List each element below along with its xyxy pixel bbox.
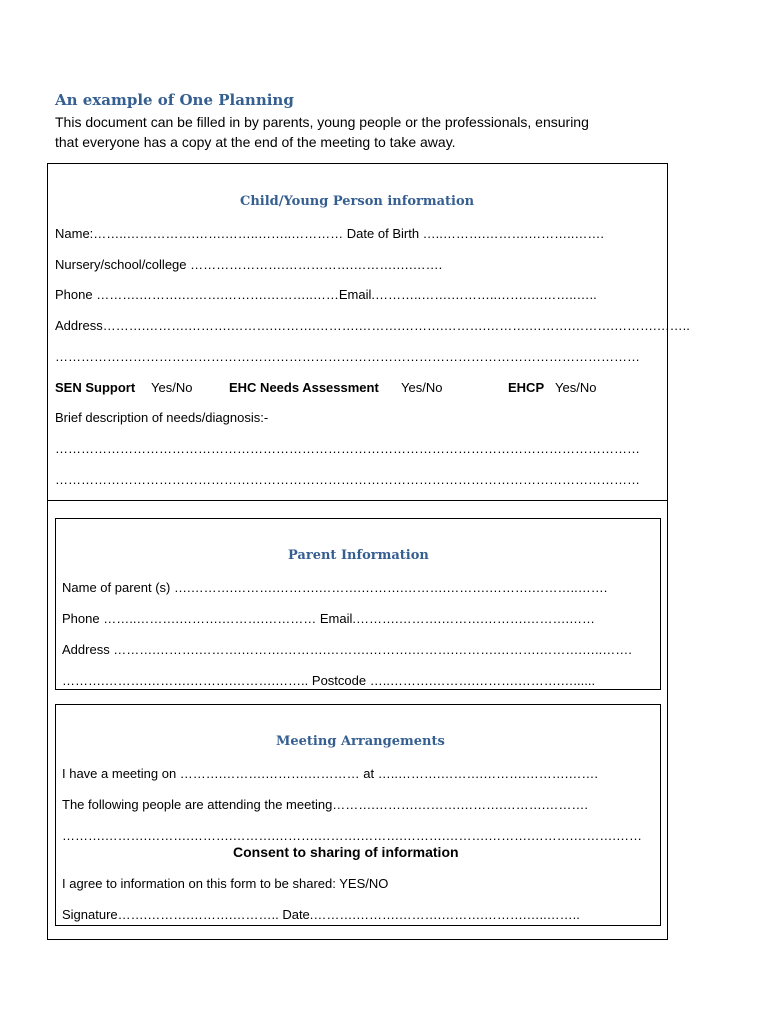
outer-border-left (47, 163, 48, 940)
ehc-assessment-label: EHC Needs Assessment (229, 380, 379, 395)
outer-border-top (47, 163, 667, 164)
needs-field-1[interactable]: ……………………………………………………………………………………………………………………… (55, 441, 640, 456)
child-school-field[interactable]: Nursery/school/college ………………….…………….……….….……. (55, 257, 443, 272)
sen-support-value[interactable]: Yes/No (151, 380, 193, 395)
consent-agree-field[interactable]: I agree to information on this form to be shared: YES/NO (62, 876, 389, 891)
meeting-attendees-field-2[interactable]: ……….……….……….……….……….……….……….……….……….……….……….……….……….…… (62, 828, 642, 843)
parent-phone-email-field[interactable]: Phone ……..……….……….……….………… Email.……….……….……….……….……….…… (62, 611, 596, 626)
ehcp-value[interactable]: Yes/No (555, 380, 597, 395)
child-address-field[interactable]: Address……….……….……….……….……….……….……….……….……….……….……….……….……….…….. (55, 318, 690, 333)
ehcp-label: EHCP (508, 380, 545, 395)
parent-postcode-field[interactable]: ……….……….……….……….……….…….. Postcode …..……….……….……….……….…...... (62, 673, 596, 688)
sen-support-label: SEN Support (55, 380, 136, 395)
intro-line-2: that everyone has a copy at the end of the meeting to take away. (55, 134, 456, 150)
consent-heading: Consent to sharing of information (233, 844, 459, 860)
document-title: An example of One Planning (55, 91, 294, 109)
signature-date-field[interactable]: Signature…….……….……….……….. Date.……….……….……….……….……….…..…….. (62, 907, 580, 922)
needs-field-2[interactable]: ……………………………………………………………………………………………………………………… (55, 472, 640, 487)
outer-border-bottom (47, 939, 667, 940)
meeting-date-field[interactable]: I have a meeting on ……….……….……….………… at …..……….……….……….……….……. (62, 766, 598, 781)
child-name-field[interactable]: Name:……..…………….…….……..……..………… Date of Birth …..……….……….………..……. (55, 226, 604, 241)
child-section-heading: Child/Young Person information (240, 194, 475, 209)
meeting-section-heading: Meeting Arrangements (276, 734, 445, 749)
needs-label: Brief description of needs/diagnosis:- (55, 410, 269, 425)
parent-name-field[interactable]: Name of parent (s) ….……….……….……….……….……….……….……….……….………..……. (62, 580, 608, 595)
intro-line-1: This document can be filled in by parents, young people or the professionals, ensuring (55, 114, 589, 130)
parent-section-box (55, 518, 661, 690)
outer-border-right (667, 163, 668, 940)
meeting-attendees-field[interactable]: The following people are attending the meeting……….……….……….……….……….………. (62, 797, 588, 812)
child-section-bottom (47, 500, 667, 501)
ehc-assessment-value[interactable]: Yes/No (401, 380, 443, 395)
child-phone-email-field[interactable]: Phone ……….……….……….……….………..……Email.………..…….………..…….….……..….. (55, 287, 597, 302)
parent-address-field[interactable]: Address ……….……….……….……….……….……….……….……….……….……….……….…..……. (62, 642, 632, 657)
child-address-field-2[interactable]: ……………………………………………………………………………………………………………………… (55, 349, 640, 364)
parent-section-heading: Parent Information (288, 548, 429, 563)
